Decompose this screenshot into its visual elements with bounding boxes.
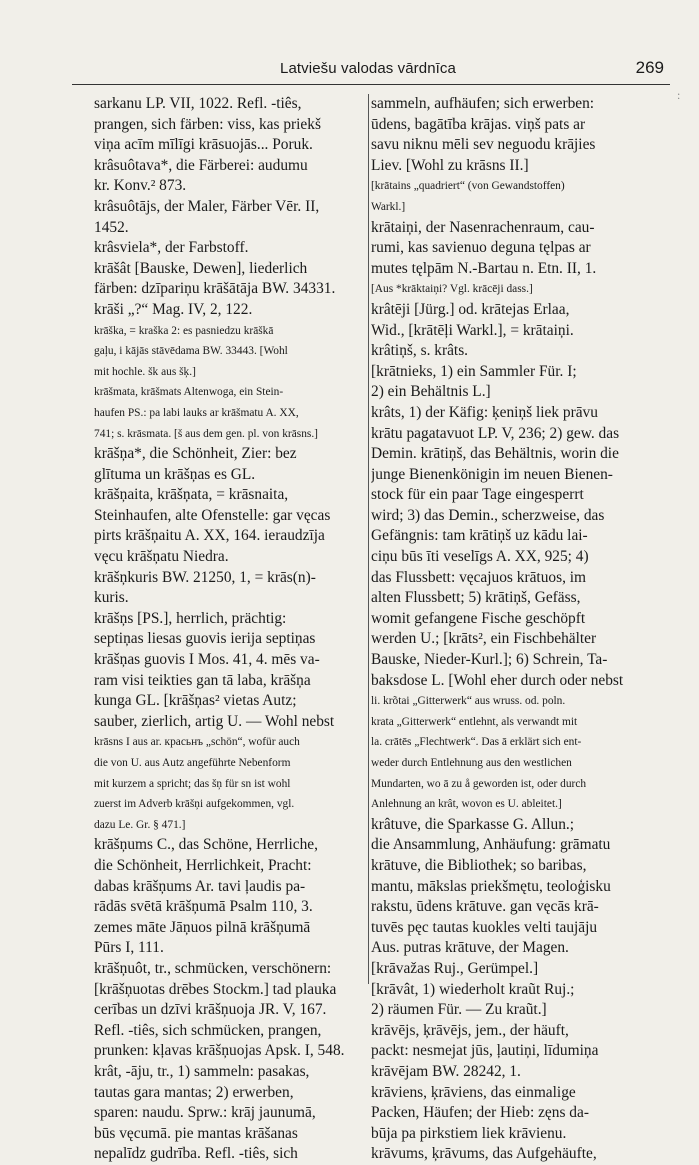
text-line: weder durch Entlehnung aus den westlichen (371, 757, 572, 769)
text-line: prangen, sich färben: viss, kas priekš (94, 115, 321, 133)
text-line: li. krõtai „Gitterwerk“ aus wruss. od. poln. (371, 695, 566, 708)
text-line: alten Flussbett; 5) krātiņš, Gefäss, (371, 589, 581, 607)
text-line: krāšņaita, krāšņata, = krāsnaita, (94, 486, 289, 504)
text-line: krāšņkuris BW. 21250, 1, = krās(n)- (94, 568, 316, 586)
text-line: rādās svētā krāšņumā Psalm 110, 3. (94, 898, 313, 916)
text-line: nepalīdz gudrība. Refl. -tiês, sich (94, 1145, 298, 1163)
text-line: tuvēs pęc tautas kuokles velti taujāju (371, 918, 598, 936)
text-line: krāšņums C., das Schöne, Herrliche, (94, 836, 318, 854)
text-line: wird; 3) das Demin., scherzweise, das (371, 506, 605, 524)
text-line: Warkl.] (371, 200, 406, 213)
text-line: [krāvât, 1) wiederholt kraũt Ruj.; (371, 980, 575, 998)
text-line: Gefängnis: tam krātiņš uz kādu lai- (371, 527, 588, 545)
page-number: 269 (635, 58, 664, 77)
text-line: Bauske, Nieder-Kurl.]; 6) Schrein, Ta- (371, 651, 608, 669)
left-column (94, 94, 366, 1165)
text-line: womit gefangene Fische geschöpft (371, 609, 586, 627)
text-line: prunken: kļavas krāšņuojas Apsk. I, 548. (94, 1042, 345, 1060)
text-line: packt: nesmejat jūs, ļautiņi, līdumiņa (371, 1042, 599, 1060)
text-line: 1452. (94, 218, 129, 236)
header-rule (72, 84, 670, 85)
text-line: die Ansammlung, Anhäufung: grāmatu (371, 836, 611, 854)
text-line: krāšņas guovis I Mos. 41, 4. mēs va- (94, 651, 320, 669)
text-line: mit kurzem a spricht; das šņ für sn ist wohl (94, 777, 291, 790)
text-line: krātaiņi, der Nasenrachenraum, cau- (371, 218, 595, 236)
text-line: [krātnieks, 1) ein Sammler Für. I; (371, 362, 577, 380)
text-line: die Schönheit, Herrlichkeit, Pracht: (94, 856, 312, 874)
text-line: krâtēji [Jürg.] od. krātejas Erlaa, (371, 300, 570, 318)
text-line: krāška, = kraška 2: es pasniedzu krāškā (94, 324, 274, 337)
text-line: viņa acīm mīlīgi krāsuojās... Poruk. (94, 136, 313, 154)
text-line: sparen: naudu. Sprw.: krāj jaunumā, (94, 1104, 316, 1122)
text-line: [krātains „quadriert“ (von Gewandstoffen) (371, 180, 565, 193)
text-line: krata „Gitterwerk“ entlehnt, als verwandt mit (371, 715, 578, 728)
text-line: krât, -āju, tr., 1) sammeln: pasakas, (94, 1062, 310, 1080)
text-line: krāvējam BW. 28242, 1. (371, 1062, 521, 1080)
text-line: baksdose L. [Wohl eher durch oder nebst (371, 671, 624, 689)
text-line: sarkanu LP. VII, 1022. Refl. -tiês, (94, 95, 302, 112)
text-line: Demin. krātiņš, das Behältnis, worin die (371, 445, 619, 463)
text-line: krāši „?“ Mag. IV, 2, 122. (94, 300, 253, 318)
text-line: krâtiņš, s. krâts. (371, 342, 469, 360)
text-line: krāviens, ķrāviens, das einmalige (371, 1083, 576, 1101)
text-line: krāvums, ķrāvums, das Aufgehäufte, (371, 1145, 597, 1163)
text-line: krāsns I aus ar. красьнъ „schön“, wofür auch (94, 736, 300, 749)
text-line: junge Bienenkönigin im neuen Bienen- (371, 465, 613, 483)
text-line: būs vęcumā. pie mantas krāšanas (94, 1124, 298, 1142)
text-line: färben: dzīpariņu krāšātāja BW. 34331. (94, 280, 336, 298)
text-line: krâtuve, die Sparkasse G. Allun.; (371, 815, 575, 833)
text-line: 2) räumen Für. — Zu kraũt.] (371, 1001, 547, 1019)
text-line: stock für ein paar Tage eingesperrt (371, 486, 584, 504)
text-line: krâts, 1) der Käfig: ķeniņš liek prāvu (371, 403, 598, 421)
text-line: mit hochle. šk aus šķ.] (94, 365, 196, 378)
text-line: [krāšņuotas drēbes Stockm.] tad plauka (94, 980, 337, 998)
text-line: krāvējs, ķrāvējs, jem., der häuft, (371, 1021, 569, 1039)
text-line: rumi, kas savienuo deguna tęlpas ar (371, 239, 591, 257)
text-line: būja pa pirkstiem liek krāvienu. (371, 1124, 567, 1142)
text-line: 741; s. krāsmata. [š aus dem gen. pl. von krāsns.] (94, 427, 318, 440)
text-line: zemes māte Jāņuos pilnā krāšņumā (94, 918, 311, 936)
text-line: sauber, zierlich, artig U. — Wohl nebst (94, 712, 335, 730)
text-line: [Aus *krāktaiņi? Vgl. krācēji dass.] (371, 283, 533, 296)
text-line: werden U.; [krāts², ein Fischbehälter (371, 630, 597, 648)
page-header (72, 58, 664, 82)
column-divider (368, 94, 369, 984)
text-line: Pūrs I, 111. (94, 939, 164, 957)
text-line: krāšņa*, die Schönheit, Zier: bez (94, 445, 297, 463)
text-line: ciņu būs īti veselīgs A. XX, 925; 4) (371, 548, 589, 566)
text-line: mutes tęlpām N.-Bartau n. Etn. II, 1. (371, 259, 597, 277)
text-line: das Flussbett: vęcajuos krātuos, im (371, 568, 587, 586)
text-line: haufen PS.: pa labi lauks ar krāšmatu A. XX, (94, 406, 299, 419)
text-line: mantu, mākslas priekšmętu, teoloģisku (371, 877, 611, 895)
text-line: vęcu krāšņatu Niedra. (94, 548, 229, 566)
text-line: glītuma un krāšņas es GL. (94, 465, 256, 483)
text-line: krātuve, die Bibliothek; so baribas, (371, 856, 587, 874)
right-column (371, 94, 663, 1165)
text-line: Steinhaufen, alte Ofenstelle: gar vęcas (94, 506, 331, 524)
text-line: Wid., [krātēļi Warkl.], = krātaiņi. (371, 321, 574, 339)
text-line: ram visi teikties gan tā laba, krāšņa (94, 671, 311, 689)
text-line: dabas krāšņums Ar. tavi ļaudis pa- (94, 877, 306, 895)
text-line: Refl. -tiês, sich schmücken, prangen, (94, 1021, 322, 1039)
text-line: Packen, Häufen; der Hieb: zęns da- (371, 1104, 589, 1122)
text-line: savu niknu mēli sev neguodu krājies (371, 136, 596, 154)
text-line: zuerst im Adverb krāšņi aufgekommen, vgl. (94, 798, 295, 811)
text-line: krâsuôtājs, der Maler, Färber Vēr. II, (94, 197, 320, 215)
text-line: krāšmata, krāšmats Altenwoga, ein Stein- (94, 386, 284, 399)
text-line: kuris. (94, 589, 129, 607)
text-line: krāšât [Bauske, Dewen], liederlich (94, 259, 308, 277)
text-line: ūdens, bagātība krājas. viņš pats ar (371, 115, 586, 133)
text-line: krātu pagatavuot LP. V, 236; 2) gew. das (371, 424, 620, 442)
text-line: cerības un dzīvi krāšņuoja JR. V, 167. (94, 1001, 327, 1019)
text-line: kr. Konv.² 873. (94, 177, 187, 195)
text-line: die von U. aus Autz angeführte Nebenform (94, 757, 291, 769)
text-line: rakstu, ūdens krātuve. gan vęcās krā- (371, 898, 599, 916)
text-line: Liev. [Wohl zu krāsns II.] (371, 156, 529, 174)
text-line: 2) ein Behältnis L.] (371, 383, 491, 401)
text-line: septiņas liesas guovis ierija septiņas (94, 630, 316, 648)
text-line: la. crātēs „Flechtwerk“. Das ā erklärt sich ent- (371, 736, 582, 749)
text-line: krāšņuôt, tr., schmücken, verschönern: (94, 959, 332, 977)
text-line: Anlehnung an krât, wovon es U. ableitet.] (371, 798, 562, 811)
text-line: dazu Le. Gr. § 471.] (94, 818, 186, 831)
text-line: gaļu, i kājās stāvēdama BW. 33443. [Wohl (94, 345, 288, 358)
margin-mark: : (677, 88, 681, 102)
page-title: Latviešu valodas vārdnīca (280, 60, 456, 77)
text-line: tautas gara mantas; 2) erwerben, (94, 1083, 294, 1101)
text-line: krâsviela*, der Farbstoff. (94, 239, 249, 257)
text-line: krâsuôtava*, die Färberei: audumu (94, 156, 308, 174)
text-line: krāšņs [PS.], herrlich, prächtig: (94, 609, 287, 627)
text-line: Aus. putras krātuve, der Magen. (371, 939, 569, 957)
text-line: sammeln, aufhäufen; sich erwerben: (371, 95, 595, 112)
text-line: Mundarten, wo ā zu å geworden ist, oder durch (371, 777, 587, 790)
text-line: kunga GL. [krāšņas² vietas Autz; (94, 692, 297, 710)
text-line: [krāvažas Ruj., Gerümpel.] (371, 959, 539, 977)
text-line: pirts krāšņaitu A. XX, 164. ieraudzīja (94, 527, 325, 545)
